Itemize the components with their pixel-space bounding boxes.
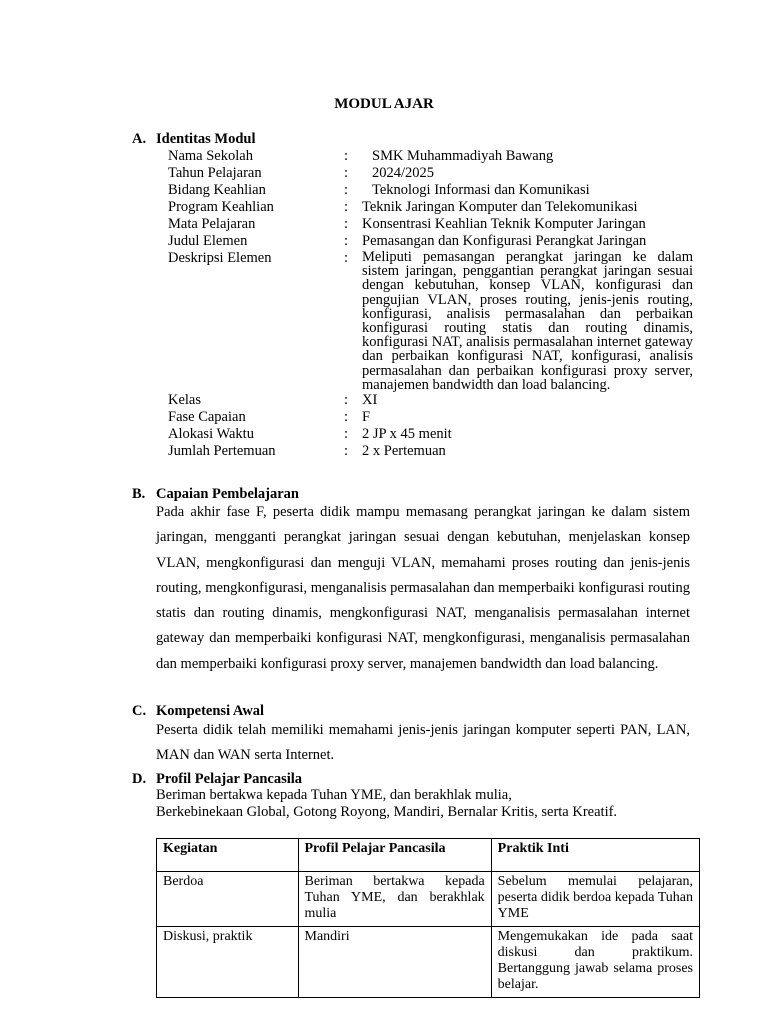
section-title: Profil Pelajar Pancasila [156, 771, 303, 787]
colon: : [344, 182, 349, 198]
identitas-label: Program Keahlian [168, 199, 274, 215]
colon: : [344, 443, 349, 460]
identitas-row [168, 165, 693, 182]
identitas-label: Jumlah Pertemuan [168, 443, 276, 460]
section-title: Capaian Pembelajaran [156, 486, 299, 502]
colon: : [344, 165, 349, 181]
identitas-value: 2024/2025 [372, 165, 435, 181]
identitas-value: Pemasangan dan Konfigurasi Perangkat Jaringan [362, 233, 647, 249]
identitas-label: Mata Pelajaran [168, 216, 256, 232]
section-letter: C. [132, 703, 147, 719]
identitas-label: Bidang Keahlian [168, 182, 266, 198]
kompetensi-paragraph: Peserta didik telah memiliki memahami jenis-jenis jaringan komputer seperti PAN, LAN, MAN dan WAN serta Internet. [156, 722, 690, 764]
table-cell: Beriman bertakwa kepada Tuhan YME, dan berakhlak mulia [298, 872, 491, 927]
colon: : [344, 148, 349, 164]
table-header: Profil Pelajar Pancasila [298, 839, 491, 872]
table-cell: Sebelum memulai pelajaran, peserta didik berdoa kepada Tuhan YME [491, 872, 699, 927]
table-cell: Diskusi, praktik [157, 927, 299, 998]
identitas-label: Deskripsi Elemen [168, 250, 272, 266]
table-header: Kegiatan [157, 839, 299, 872]
identitas-row [168, 392, 693, 409]
identitas-value: 2 JP x 45 menit [362, 426, 452, 443]
identitas-row [168, 443, 693, 460]
section-title: Identitas Modul [156, 131, 256, 147]
section-d-heading [132, 771, 302, 788]
table-cell: Berdoa [157, 872, 299, 927]
profil-line: Berkebinekaan Global, Gotong Royong, Mandiri, Bernalar Kritis, serta Kreatif. [156, 804, 618, 820]
page-title: MODUL AJAR [334, 96, 434, 112]
table-cell: Mengemukakan ide pada saat diskusi dan praktikum. Bertanggung jawab selama proses belajar. [491, 927, 699, 998]
identitas-label: Alokasi Waktu [168, 426, 254, 443]
identitas-label: Nama Sekolah [168, 148, 253, 164]
section-letter: A. [132, 131, 147, 147]
capaian-paragraph: Pada akhir fase F, peserta didik mampu memasang perangkat jaringan ke dalam sistem jaringan, mengganti perangkat jaringan sesuai dengan kebutuhan, menjelaskan konsep VLAN, mengkonfigurasi dan menguji VLAN, memahami proses routing dan jenis-jenis routing, mengkonfigurasi, menganalisis permasalahan dan memperbaiki konfigurasi routing statis dan routing dinamis, mengkonfigurasi NAT, menganalisis permasalahan internet gateway dan memperbaiki konfigurasi NAT, mengkonfigurasi, menganalisis permasalahan dan memperbaiki konfigurasi proxy server, manajemen bandwidth dan load balancing. [156, 504, 690, 672]
section-letter: D. [132, 771, 147, 787]
identitas-row [168, 182, 693, 199]
colon: : [344, 233, 349, 249]
identitas-value: F [362, 409, 371, 426]
section-letter: B. [132, 486, 146, 502]
table-header-row [157, 839, 700, 872]
table-cell: Mandiri [298, 927, 491, 998]
identitas-value: Teknologi Informasi dan Komunikasi [372, 182, 590, 198]
profil-list [156, 787, 696, 821]
section-a-heading [132, 131, 256, 148]
colon: : [344, 392, 349, 409]
section-title: Kompetensi Awal [156, 703, 265, 719]
colon: : [344, 250, 349, 266]
identitas-label: Tahun Pelajaran [168, 165, 262, 181]
table-header: Praktik Inti [491, 839, 699, 872]
identitas-row [168, 216, 693, 233]
identitas-label: Fase Capaian [168, 409, 246, 426]
identitas-row [168, 233, 693, 250]
identitas-value: SMK Muhammadiyah Bawang [372, 148, 554, 164]
identitas-label: Judul Elemen [168, 233, 248, 249]
identitas-row [168, 199, 693, 216]
identitas-table [168, 148, 693, 460]
deskripsi-elemen-value: Meliputi pemasangan perangkat jaringan ke dalam sistem jaringan, penggantian perangkat jaringan sesuai dengan kebutuhan, konsep VLAN, konfigurasi dan pengujian VLAN, proses routing, jenis-jenis routing, konfigurasi, analisis permasalahan dan perbaikan konfigurasi routing statis dan routing dinamis, konfigurasi NAT, analisis permasalahan internet gateway dan perbaikan konfigurasi NAT, konfigurasi, analisis permasalahan dan perbaikan konfigurasi proxy server, manajemen bandwidth dan load balancing. [362, 249, 693, 393]
colon: : [344, 199, 349, 215]
identitas-row [168, 426, 693, 443]
identitas-row [168, 250, 693, 392]
identitas-value: Teknik Jaringan Komputer dan Telekomunikasi [362, 199, 638, 215]
colon: : [344, 426, 349, 443]
identitas-row [168, 148, 693, 165]
kegiatan-table [156, 838, 700, 998]
profil-line: Beriman bertakwa kepada Tuhan YME, dan berakhlak mulia, [156, 787, 512, 803]
identitas-value: Konsentrasi Keahlian Teknik Komputer Jaringan [362, 216, 646, 232]
identitas-value: XI [362, 392, 378, 409]
colon: : [344, 409, 349, 426]
table-row [157, 927, 700, 998]
identitas-label: Kelas [168, 392, 202, 409]
identitas-row [168, 409, 693, 426]
identitas-value: 2 x Pertemuan [362, 443, 446, 460]
colon: : [344, 216, 349, 232]
table-row [157, 872, 700, 927]
